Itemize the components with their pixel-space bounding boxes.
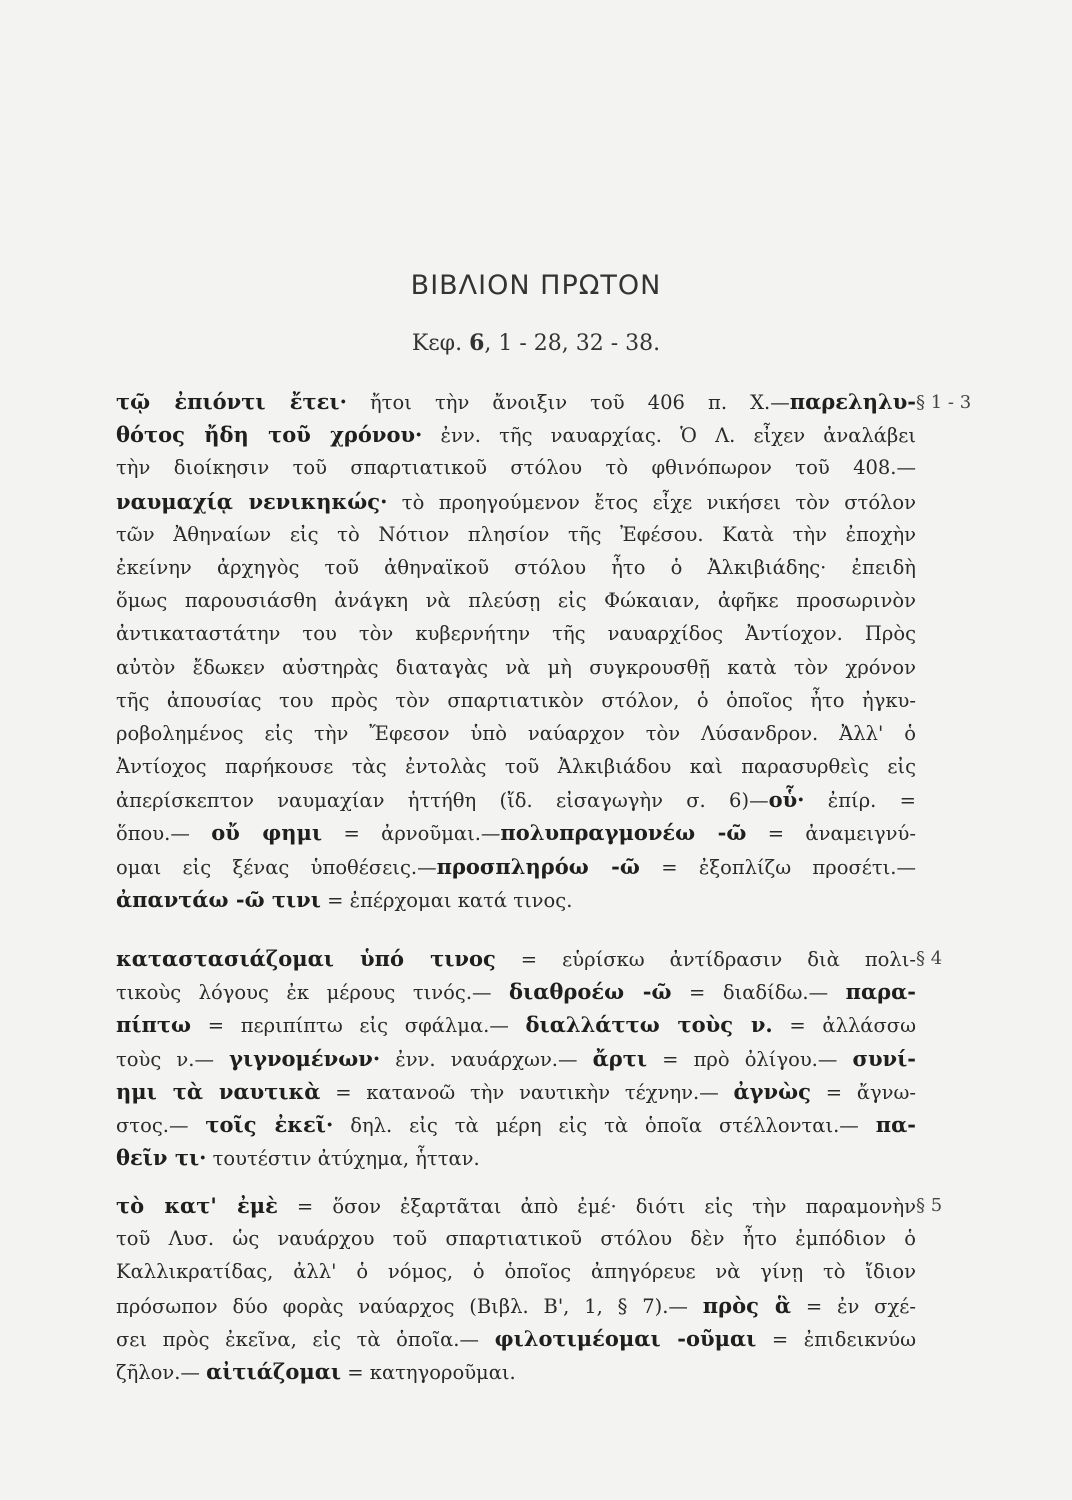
text-line: τὸ κατ' ἐμὲ = ὅσον ἐξαρτᾶται ἀπὸ ἐμέ· διότι εἰς τὴν παραμονὴν: [116, 1193, 916, 1218]
text-line: ημι τὰ ναυτικὰ = κατανοῶ τὴν ναυτικὴν τέχνην.— ἀγνὼς = ἄγνω-: [116, 1078, 916, 1104]
chapter-ranges: , 1 - 28, 32 - 38.: [484, 331, 661, 356]
text-line: τῆς ἀπουσίας του πρὸς τὸν σπαρτιατικὸν στόλον, ὁ ὁποῖος ἦτο ἠγκυ-: [116, 688, 916, 712]
commentary-paragraph-2: [116, 942, 916, 1174]
commentary-paragraph-3: [116, 1189, 916, 1388]
text-line: θότος ἤδη τοῦ χρόνου· ἐνν. τῆς ναυαρχίας. Ὁ Λ. εἶχεν ἀναλάβει: [116, 422, 916, 448]
section-marker-4: § 4: [916, 948, 943, 969]
text-line: ἀπαντάω -ῶ τινι = ἐπέρχομαι κατά τινος.: [116, 886, 573, 912]
text-line: τοῦ Λυσ. ὡς ναυάρχου τοῦ σπαρτιατικοῦ στόλου δὲν ἦτο ἐμπόδιον ὁ: [116, 1227, 916, 1251]
text-line: ομαι εἰς ξένας ὑποθέσεις.—προσπληρόω -ῶ = ἐξοπλίζω προσέτι.—: [116, 853, 916, 879]
text-line: τὴν διοίκησιν τοῦ σπαρτιατικοῦ στόλου τὸ φθινόπωρον τοῦ 408.—: [116, 456, 916, 480]
text-line: τῶν Ἀθηναίων εἰς τὸ Νότιον πλησίον τῆς Ἐφέσου. Κατὰ τὴν ἐποχὴν: [116, 522, 916, 546]
text-line: σει πρὸς ἐκεῖνα, εἰς τὰ ὁποῖα.— φιλοτιμέομαι -οῦμαι = ἐπιδεικνύω: [116, 1325, 916, 1351]
text-line: πίπτω = περιπίπτω εἰς σφάλμα.— διαλλάττω τοὺς ν. = ἀλλάσσω: [116, 1012, 916, 1038]
text-line: Καλλικρατίδας, ἀλλ' ὁ νόμος, ὁ ὁποῖος ἀπηγόρευε νὰ γίνῃ τὸ ἴδιον: [116, 1260, 916, 1284]
text-line: τῷ ἐπιόντι ἔτει· ἤτοι τὴν ἄνοιξιν τοῦ 406 π. Χ.—παρεληλυ-: [116, 389, 916, 414]
text-line: καταστασιάζομαι ὑπό τινος = εὑρίσκω ἀντίδρασιν διὰ πολι-: [116, 946, 916, 971]
chapter-number: 6: [469, 330, 485, 356]
text-line: στος.— τοῖς ἐκεῖ· δηλ. εἰς τὰ μέρη εἰς τὰ ὁποῖα στέλλονται.— πα-: [116, 1111, 916, 1137]
text-line: ζῆλον.— αἰτιάζομαι = κατηγοροῦμαι.: [116, 1358, 516, 1384]
section-marker-5: § 5: [916, 1195, 943, 1216]
text-line: ροβολημένος εἰς τὴν Ἔφεσον ὑπὸ ναύαρχον τὸν Λύσανδρον. Ἀλλ' ὁ: [116, 721, 916, 745]
text-line: τικοὺς λόγους ἐκ μέρους τινός.— διαθροέω -ῶ = διαδίδω.— παρα-: [116, 979, 916, 1005]
commentary-paragraph-1: [116, 385, 916, 916]
text-line: ἐκείνην ἀρχηγὸς τοῦ ἀθηναϊκοῦ στόλου ἦτο ὁ Ἀλκιβιάδης· ἐπειδὴ: [116, 555, 916, 579]
text-line: Ἀντίοχος παρήκουσε τὰς ἐντολὰς τοῦ Ἀλκιβιάδου καὶ παρασυρθεὶς εἰς: [116, 755, 916, 779]
text-line: πρόσωπον δύο φορὰς ναύαρχος (Βιβλ. Β', 1, § 7).— πρὸς ἃ = ἐν σχέ-: [116, 1292, 916, 1318]
chapter-heading: [0, 330, 1072, 356]
book-title: ΒΙΒΛΙΟΝ ΠΡΩΤΟΝ: [410, 270, 662, 301]
section-marker-1-3: § 1 - 3: [916, 392, 972, 413]
text-line: ὅπου.— οὔ φημι = ἀρνοῦμαι.—πολυπραγμονέω -ῶ = ἀναμειγνύ-: [116, 820, 916, 846]
text-line: ὅμως παρουσιάσθη ἀνάγκη νὰ πλεύσῃ εἰς Φώκαιαν, ἀφῆκε προσωρινὸν: [116, 589, 916, 613]
chapter-prefix: Κεφ.: [411, 331, 463, 356]
text-line: ναυμαχίᾳ νενικηκώς· τὸ προηγούμενον ἔτος εἶχε νικήσει τὸν στόλον: [116, 488, 916, 514]
text-line: ἀπερίσκεπτον ναυμαχίαν ἡττήθη (ἴδ. εἰσαγωγὴν σ. 6)—οὗ· ἐπίρ. =: [116, 787, 916, 813]
text-line: αὐτὸν ἔδωκεν αὐστηρὰς διαταγὰς νὰ μὴ συγκρουσθῇ κατὰ τὸν χρόνον: [116, 655, 916, 679]
text-line: τοὺς ν.— γιγνομένων· ἐνν. ναυάρχων.— ἄρτι = πρὸ ὀλίγου.— συνί-: [116, 1045, 916, 1071]
text-line: θεῖν τι· τουτέστιν ἀτύχημα, ἧτταν.: [116, 1145, 480, 1171]
text-line: ἀντικαταστάτην του τὸν κυβερνήτην τῆς ναυαρχίδος Ἀντίοχον. Πρὸς: [116, 622, 916, 646]
